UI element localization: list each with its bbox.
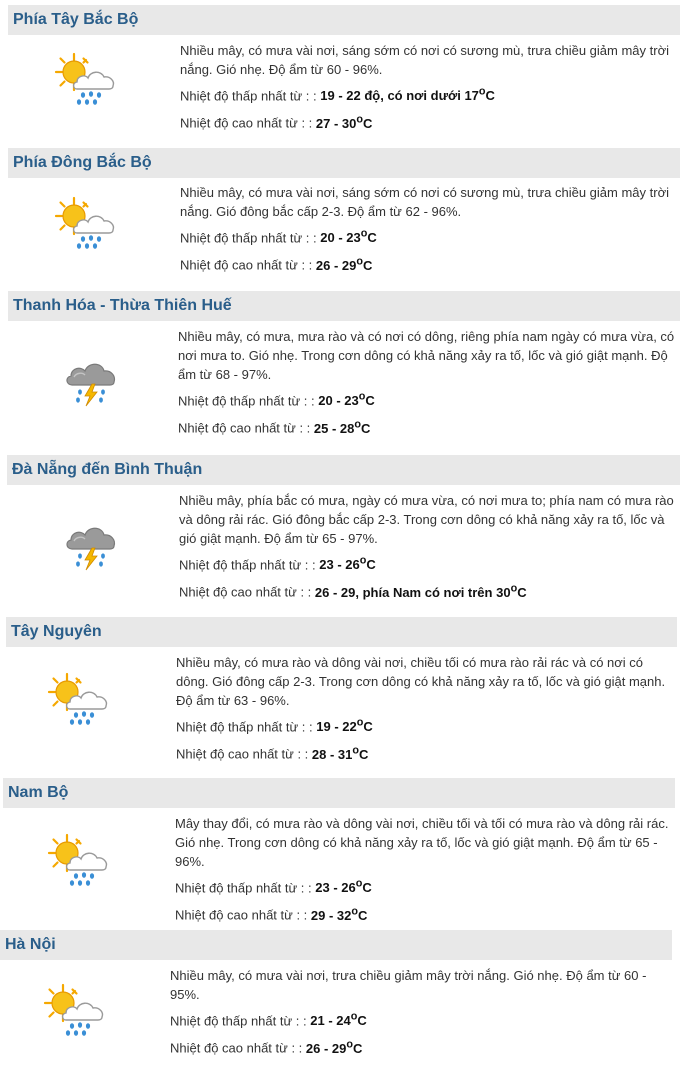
max-temperature [179,578,676,602]
forecast-description: Nhiều mây, có mưa vài nơi, sáng sớm có nơi có sương mù, trưa chiều giảm mây trời nắng. Gió nhẹ. Độ ẩm từ 60 - 96%. [180,43,669,77]
forecast-description: Nhiều mây, có mưa, mưa rào và có nơi có dông, riêng phía nam ngày có mưa vừa, có nơi mưa to. Gió nhẹ. Trong cơn dông có khả năng xảy ra tố, lốc và gió giật mạnh. Độ ẩm từ 68 - 97%. [178,329,675,382]
thunderstorm-icon [58,515,126,573]
min-temp-label: Nhiệt độ thấp nhất từ : : [176,719,313,735]
region-header [0,930,672,960]
degree-sign: o [358,391,366,403]
min-temp-value [315,880,372,895]
degree-sign: o [360,228,368,240]
degree-sign: o [356,113,364,126]
region-header [8,148,680,178]
forecast-region [8,148,680,273]
max-temp-value [305,1038,363,1056]
degree-sign: o [478,86,486,98]
forecast-region [7,455,680,600]
region-header [8,291,680,321]
max-temp-label: Nhiệt độ cao nhất từ : : [170,1040,303,1056]
max-temp-value [314,582,527,600]
min-temperature [178,387,676,411]
max-temp-range: 28 - 31 [311,746,353,762]
forecast-region [0,930,672,1056]
max-temperature [176,740,673,764]
max-temp-range: 29 - 32 [310,907,352,923]
min-temp-value [320,88,495,103]
min-temperature [179,551,676,575]
min-temp-label: Nhiệt độ thấp nhất từ : : [180,88,317,104]
unit-letter: C [363,719,373,735]
sun-cloud-rain-icon [42,982,110,1040]
unit-letter: C [365,393,375,409]
forecast-description: Nhiều mây, phía bắc có mưa, ngày có mưa vừa, có nơi mưa to; phía nam có mưa rào và dông rải rác. Gió đông bắc cấp 2-3. Trong cơn dông có khả năng xảy ra tố, lốc và gió giật mạnh. Độ ẩm từ 65 - 97%. [179,493,674,546]
region-title: Nam Bộ [8,784,69,801]
max-temperature [170,1034,668,1058]
max-temp-label: Nhiệt độ cao nhất từ : : [180,115,313,131]
min-temp-label: Nhiệt độ thấp nhất từ : : [170,1013,307,1029]
forecast-description: Nhiều mây, có mưa rào và dông vài nơi, chiều tối có mưa rào rải rác và có nơi có dông. Gió đông cấp 2-3. Trong cơn dông có khả năng xảy ra tố, lốc và gió giật mạnh. Độ ẩm từ 63 - 96%. [176,655,666,708]
forecast-region [8,5,680,131]
max-temp-range: 26 - 29 [305,1040,347,1056]
degree-sign: o [352,744,360,757]
min-temp-range: 20 - 23 [320,230,361,246]
sun-cloud-rain-icon [53,51,121,109]
min-temp-range: 23 - 26 [315,880,356,896]
degree-sign: o [351,905,359,918]
unit-letter: C [362,880,372,896]
forecast-description: Nhiều mây, có mưa vài nơi, sáng sớm có nơi có sương mù, trưa chiều giảm mây trời nắng. Gió đông bắc cấp 2-3. Độ ẩm từ 62 - 96%. [180,185,669,219]
forecast-text [176,653,673,765]
max-temp-range: 27 - 30 [315,115,357,131]
min-temp-label: Nhiệt độ thấp nhất từ : : [175,880,312,896]
degree-sign: o [346,1038,354,1051]
forecast-text [175,814,671,926]
min-temp-range: 19 - 22 [316,719,357,735]
forecast-text [180,41,676,134]
min-temp-range: 20 - 23 [318,393,359,409]
forecast-text [178,327,676,439]
max-temp-range: 26 - 29, phía Nam có nơi trên 30 [314,584,511,600]
max-temp-label: Nhiệt độ cao nhất từ : : [176,746,309,762]
forecast-description: Nhiều mây, có mưa vài nơi, trưa chiều giảm mây trời nắng. Gió nhẹ. Độ ẩm từ 60 - 95%. [170,968,647,1002]
unit-letter: C [367,230,377,246]
max-temp-value [315,113,373,131]
max-temp-label: Nhiệt độ cao nhất từ : : [178,420,311,436]
region-header [3,778,675,808]
min-temperature [180,82,676,106]
unit-letter: C [363,115,373,131]
forecast-text [180,183,676,276]
degree-sign: o [355,878,363,890]
region-header [6,617,677,647]
max-temperature [180,109,676,133]
region-title: Thanh Hóa - Thừa Thiên Huế [13,297,232,314]
degree-sign: o [359,555,367,567]
unit-letter: C [357,1013,367,1029]
region-title: Phía Tây Bắc Bộ [13,11,139,28]
max-temp-label: Nhiệt độ cao nhất từ : : [175,907,308,923]
region-title: Tây Nguyên [11,623,102,640]
min-temperature [170,1007,668,1031]
min-temp-label: Nhiệt độ thấp nhất từ : : [179,557,316,573]
max-temp-value [311,744,369,762]
unit-letter: C [363,257,373,273]
unit-letter: C [485,88,495,104]
degree-sign: o [356,717,364,729]
min-temp-range: 21 - 24 [310,1013,351,1029]
min-temp-label: Nhiệt độ thấp nhất từ : : [180,230,317,246]
region-title: Đà Nẵng đến Bình Thuận [12,461,203,478]
forecast-region [6,617,677,762]
max-temperature [175,901,671,925]
unit-letter: C [358,907,368,923]
max-temp-label: Nhiệt độ cao nhất từ : : [179,584,312,600]
thunderstorm-icon [58,351,126,409]
min-temp-range: 19 - 22 độ, có nơi dưới 17 [320,88,479,104]
forecast-region [3,778,675,923]
max-temp-range: 26 - 29 [315,257,357,273]
min-temperature [176,713,673,737]
unit-letter: C [517,584,527,600]
min-temp-value [316,719,373,734]
min-temp-range: 23 - 26 [319,557,360,573]
min-temperature [175,874,671,898]
forecast-description: Mây thay đổi, có mưa rào và dông vài nơi, chiều tối và tối có mưa rào và dông rải rác. Gió nhẹ. Trong cơn dông có khả năng xảy ra tố, lốc và gió giật mạnh. Độ ẩm từ 65 - 96%. [175,816,669,869]
region-title: Phía Đông Bắc Bộ [13,154,152,171]
unit-letter: C [359,746,369,762]
min-temp-label: Nhiệt độ thấp nhất từ : : [178,393,315,409]
max-temperature [178,414,676,438]
max-temperature [180,251,676,275]
min-temperature [180,224,676,248]
forecast-text [179,491,676,603]
unit-letter: C [361,420,371,436]
degree-sign: o [350,1011,358,1023]
sun-cloud-rain-icon [46,671,114,729]
sun-cloud-rain-icon [53,195,121,253]
sun-cloud-rain-icon [46,832,114,890]
min-temp-value [320,230,377,245]
max-temp-value [313,418,371,436]
max-temp-value [310,905,368,923]
min-temp-value [318,393,375,408]
max-temp-range: 25 - 28 [313,420,355,436]
region-title: Hà Nội [5,936,56,953]
region-header [7,455,680,485]
forecast-text [170,966,668,1059]
region-header [8,5,680,35]
min-temp-value [310,1013,367,1028]
degree-sign: o [354,418,362,431]
degree-sign: o [510,582,518,595]
forecast-region [8,291,680,436]
unit-letter: C [366,557,376,573]
max-temp-value [315,255,373,273]
unit-letter: C [353,1040,363,1056]
max-temp-label: Nhiệt độ cao nhất từ : : [180,257,313,273]
degree-sign: o [356,255,364,268]
min-temp-value [319,557,376,572]
